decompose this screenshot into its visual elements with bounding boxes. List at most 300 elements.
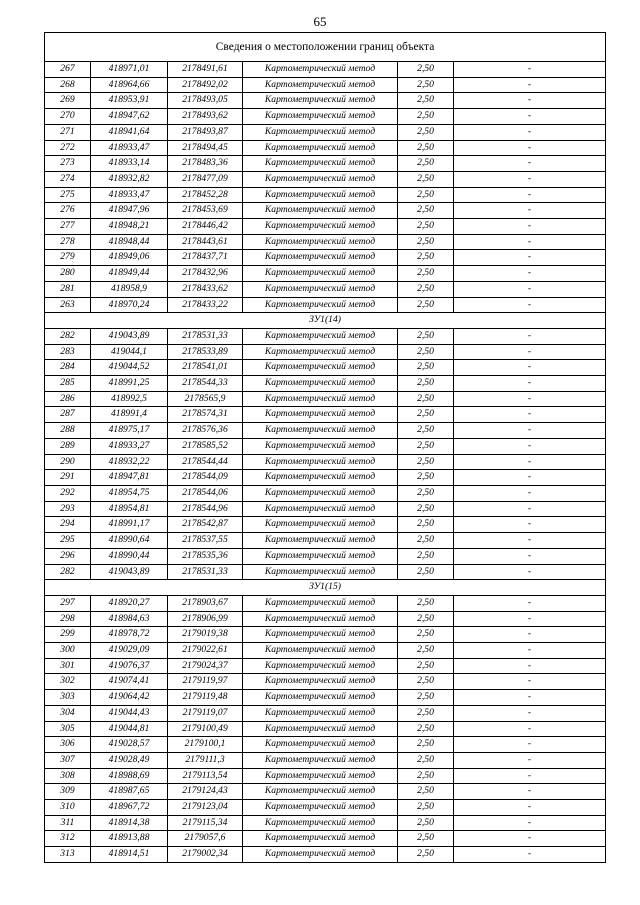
method-cell: Картометрический метод — [243, 266, 398, 282]
y-coordinate-cell: 2178443,61 — [168, 234, 243, 250]
description-cell: - — [454, 266, 606, 282]
table-row — [45, 281, 606, 297]
table-row — [45, 407, 606, 423]
method-cell: Картометрический метод — [243, 156, 398, 172]
x-coordinate-cell: 418975,17 — [91, 423, 168, 439]
accuracy-cell: 2,50 — [398, 768, 454, 784]
x-coordinate-cell: 418971,01 — [91, 62, 168, 78]
description-cell: - — [454, 234, 606, 250]
x-coordinate-cell: 419064,42 — [91, 690, 168, 706]
accuracy-cell: 2,50 — [398, 690, 454, 706]
y-coordinate-cell: 2178433,22 — [168, 297, 243, 313]
description-cell: - — [454, 407, 606, 423]
section-header-row — [45, 580, 606, 596]
method-cell: Картометрический метод — [243, 344, 398, 360]
point-number-cell: 309 — [45, 784, 91, 800]
method-cell: Картометрический метод — [243, 627, 398, 643]
point-number-cell: 270 — [45, 109, 91, 125]
table-row — [45, 140, 606, 156]
table-row — [45, 737, 606, 753]
point-number-cell: 307 — [45, 752, 91, 768]
table-title-row — [45, 33, 606, 62]
description-cell: - — [454, 454, 606, 470]
y-coordinate-cell: 2178535,36 — [168, 548, 243, 564]
x-coordinate-cell: 418964,66 — [91, 77, 168, 93]
method-cell: Картометрический метод — [243, 124, 398, 140]
table-row — [45, 501, 606, 517]
y-coordinate-cell: 2179100,49 — [168, 721, 243, 737]
table-row — [45, 815, 606, 831]
y-coordinate-cell: 2178432,96 — [168, 266, 243, 282]
accuracy-cell: 2,50 — [398, 705, 454, 721]
x-coordinate-cell: 418914,51 — [91, 847, 168, 863]
x-coordinate-cell: 419043,89 — [91, 564, 168, 580]
table-row — [45, 109, 606, 125]
point-number-cell: 295 — [45, 533, 91, 549]
x-coordinate-cell: 418947,96 — [91, 203, 168, 219]
y-coordinate-cell: 2179119,07 — [168, 705, 243, 721]
accuracy-cell: 2,50 — [398, 234, 454, 250]
x-coordinate-cell: 418941,64 — [91, 124, 168, 140]
table-row — [45, 187, 606, 203]
method-cell: Картометрический метод — [243, 737, 398, 753]
point-number-cell: 299 — [45, 627, 91, 643]
method-cell: Картометрический метод — [243, 564, 398, 580]
table-row — [45, 674, 606, 690]
table-row — [45, 658, 606, 674]
description-cell: - — [454, 611, 606, 627]
x-coordinate-cell: 418987,65 — [91, 784, 168, 800]
accuracy-cell: 2,50 — [398, 752, 454, 768]
point-number-cell: 269 — [45, 93, 91, 109]
method-cell: Картометрический метод — [243, 109, 398, 125]
x-coordinate-cell: 419044,52 — [91, 360, 168, 376]
accuracy-cell: 2,50 — [398, 595, 454, 611]
description-cell: - — [454, 438, 606, 454]
x-coordinate-cell: 418949,44 — [91, 266, 168, 282]
accuracy-cell: 2,50 — [398, 328, 454, 344]
point-number-cell: 296 — [45, 548, 91, 564]
table-row — [45, 156, 606, 172]
description-cell: - — [454, 281, 606, 297]
point-number-cell: 303 — [45, 690, 91, 706]
y-coordinate-cell: 2179123,04 — [168, 800, 243, 816]
accuracy-cell: 2,50 — [398, 611, 454, 627]
method-cell: Картометрический метод — [243, 485, 398, 501]
point-number-cell: 287 — [45, 407, 91, 423]
point-number-cell: 302 — [45, 674, 91, 690]
point-number-cell: 278 — [45, 234, 91, 250]
accuracy-cell: 2,50 — [398, 784, 454, 800]
y-coordinate-cell: 2178437,71 — [168, 250, 243, 266]
description-cell: - — [454, 470, 606, 486]
point-number-cell: 293 — [45, 501, 91, 517]
table-row — [45, 328, 606, 344]
y-coordinate-cell: 2179119,97 — [168, 674, 243, 690]
y-coordinate-cell: 2179111,3 — [168, 752, 243, 768]
table-row — [45, 533, 606, 549]
accuracy-cell: 2,50 — [398, 376, 454, 392]
point-number-cell: 290 — [45, 454, 91, 470]
method-cell: Картометрический метод — [243, 784, 398, 800]
method-cell: Картометрический метод — [243, 800, 398, 816]
method-cell: Картометрический метод — [243, 643, 398, 659]
method-cell: Картометрический метод — [243, 674, 398, 690]
description-cell: - — [454, 533, 606, 549]
method-cell: Картометрический метод — [243, 391, 398, 407]
accuracy-cell: 2,50 — [398, 454, 454, 470]
x-coordinate-cell: 419044,43 — [91, 705, 168, 721]
table-row — [45, 266, 606, 282]
table-row — [45, 454, 606, 470]
y-coordinate-cell: 2178452,28 — [168, 187, 243, 203]
x-coordinate-cell: 418954,75 — [91, 485, 168, 501]
description-cell: - — [454, 501, 606, 517]
point-number-cell: 311 — [45, 815, 91, 831]
method-cell: Картометрический метод — [243, 470, 398, 486]
method-cell: Картометрический метод — [243, 219, 398, 235]
y-coordinate-cell: 2178542,87 — [168, 517, 243, 533]
point-number-cell: 267 — [45, 62, 91, 78]
x-coordinate-cell: 418970,24 — [91, 297, 168, 313]
point-number-cell: 305 — [45, 721, 91, 737]
method-cell: Картометрический метод — [243, 360, 398, 376]
method-cell: Картометрический метод — [243, 203, 398, 219]
method-cell: Картометрический метод — [243, 548, 398, 564]
description-cell: - — [454, 674, 606, 690]
point-number-cell: 291 — [45, 470, 91, 486]
method-cell: Картометрический метод — [243, 376, 398, 392]
point-number-cell: 292 — [45, 485, 91, 501]
y-coordinate-cell: 2178492,02 — [168, 77, 243, 93]
accuracy-cell: 2,50 — [398, 643, 454, 659]
accuracy-cell: 2,50 — [398, 737, 454, 753]
x-coordinate-cell: 418947,62 — [91, 109, 168, 125]
method-cell: Картометрический метод — [243, 423, 398, 439]
description-cell: - — [454, 77, 606, 93]
method-cell: Картометрический метод — [243, 234, 398, 250]
accuracy-cell: 2,50 — [398, 203, 454, 219]
y-coordinate-cell: 2178477,09 — [168, 171, 243, 187]
y-coordinate-cell: 2179119,48 — [168, 690, 243, 706]
table-row — [45, 344, 606, 360]
x-coordinate-cell: 419044,81 — [91, 721, 168, 737]
x-coordinate-cell: 418933,14 — [91, 156, 168, 172]
accuracy-cell: 2,50 — [398, 344, 454, 360]
y-coordinate-cell: 2178433,62 — [168, 281, 243, 297]
y-coordinate-cell: 2178491,61 — [168, 62, 243, 78]
x-coordinate-cell: 418988,69 — [91, 768, 168, 784]
point-number-cell: 279 — [45, 250, 91, 266]
description-cell: - — [454, 815, 606, 831]
table-row — [45, 297, 606, 313]
method-cell: Картометрический метод — [243, 611, 398, 627]
y-coordinate-cell: 2179113,54 — [168, 768, 243, 784]
method-cell: Картометрический метод — [243, 250, 398, 266]
y-coordinate-cell: 2179024,37 — [168, 658, 243, 674]
method-cell: Картометрический метод — [243, 297, 398, 313]
x-coordinate-cell: 418948,21 — [91, 219, 168, 235]
accuracy-cell: 2,50 — [398, 187, 454, 203]
method-cell: Картометрический метод — [243, 281, 398, 297]
table-row — [45, 768, 606, 784]
x-coordinate-cell: 418913,88 — [91, 831, 168, 847]
point-number-cell: 304 — [45, 705, 91, 721]
x-coordinate-cell: 418954,81 — [91, 501, 168, 517]
description-cell: - — [454, 737, 606, 753]
description-cell: - — [454, 658, 606, 674]
point-number-cell: 275 — [45, 187, 91, 203]
description-cell: - — [454, 219, 606, 235]
accuracy-cell: 2,50 — [398, 658, 454, 674]
x-coordinate-cell: 418932,82 — [91, 171, 168, 187]
accuracy-cell: 2,50 — [398, 438, 454, 454]
description-cell: - — [454, 360, 606, 376]
x-coordinate-cell: 418914,38 — [91, 815, 168, 831]
accuracy-cell: 2,50 — [398, 831, 454, 847]
method-cell: Картометрический метод — [243, 77, 398, 93]
accuracy-cell: 2,50 — [398, 800, 454, 816]
x-coordinate-cell: 418920,27 — [91, 595, 168, 611]
y-coordinate-cell: 2178453,69 — [168, 203, 243, 219]
point-number-cell: 276 — [45, 203, 91, 219]
x-coordinate-cell: 418992,5 — [91, 391, 168, 407]
y-coordinate-cell: 2178544,09 — [168, 470, 243, 486]
y-coordinate-cell: 2179100,1 — [168, 737, 243, 753]
boundary-coordinates-table — [44, 32, 606, 863]
description-cell: - — [454, 800, 606, 816]
x-coordinate-cell: 418991,4 — [91, 407, 168, 423]
y-coordinate-cell: 2178531,33 — [168, 564, 243, 580]
x-coordinate-cell: 418967,72 — [91, 800, 168, 816]
point-number-cell: 274 — [45, 171, 91, 187]
accuracy-cell: 2,50 — [398, 470, 454, 486]
point-number-cell: 263 — [45, 297, 91, 313]
point-number-cell: 277 — [45, 219, 91, 235]
point-number-cell: 286 — [45, 391, 91, 407]
x-coordinate-cell: 418947,81 — [91, 470, 168, 486]
description-cell: - — [454, 203, 606, 219]
point-number-cell: 312 — [45, 831, 91, 847]
method-cell: Картометрический метод — [243, 705, 398, 721]
accuracy-cell: 2,50 — [398, 517, 454, 533]
section-header-row — [45, 313, 606, 329]
table-row — [45, 752, 606, 768]
method-cell: Картометрический метод — [243, 533, 398, 549]
method-cell: Картометрический метод — [243, 140, 398, 156]
y-coordinate-cell: 2178493,87 — [168, 124, 243, 140]
method-cell: Картометрический метод — [243, 407, 398, 423]
table-row — [45, 643, 606, 659]
description-cell: - — [454, 784, 606, 800]
description-cell: - — [454, 297, 606, 313]
y-coordinate-cell: 2178544,33 — [168, 376, 243, 392]
method-cell: Картометрический метод — [243, 847, 398, 863]
accuracy-cell: 2,50 — [398, 847, 454, 863]
table-row — [45, 438, 606, 454]
table-row — [45, 627, 606, 643]
description-cell: - — [454, 376, 606, 392]
table-title: Сведения о местоположении границ объекта — [45, 33, 606, 62]
table-row — [45, 721, 606, 737]
accuracy-cell: 2,50 — [398, 281, 454, 297]
description-cell: - — [454, 831, 606, 847]
x-coordinate-cell: 419074,41 — [91, 674, 168, 690]
accuracy-cell: 2,50 — [398, 62, 454, 78]
description-cell: - — [454, 548, 606, 564]
accuracy-cell: 2,50 — [398, 391, 454, 407]
y-coordinate-cell: 2179057,6 — [168, 831, 243, 847]
x-coordinate-cell: 419028,57 — [91, 737, 168, 753]
point-number-cell: 282 — [45, 564, 91, 580]
accuracy-cell: 2,50 — [398, 815, 454, 831]
description-cell: - — [454, 643, 606, 659]
table-row — [45, 423, 606, 439]
y-coordinate-cell: 2178576,36 — [168, 423, 243, 439]
x-coordinate-cell: 418990,64 — [91, 533, 168, 549]
section-label: ЗУ1(15) — [45, 580, 606, 596]
point-number-cell: 301 — [45, 658, 91, 674]
x-coordinate-cell: 418948,44 — [91, 234, 168, 250]
description-cell: - — [454, 250, 606, 266]
description-cell: - — [454, 344, 606, 360]
table-row — [45, 219, 606, 235]
description-cell: - — [454, 93, 606, 109]
x-coordinate-cell: 418953,91 — [91, 93, 168, 109]
point-number-cell: 273 — [45, 156, 91, 172]
y-coordinate-cell: 2178544,44 — [168, 454, 243, 470]
point-number-cell: 285 — [45, 376, 91, 392]
point-number-cell: 289 — [45, 438, 91, 454]
description-cell: - — [454, 62, 606, 78]
table-row — [45, 485, 606, 501]
table-row — [45, 595, 606, 611]
y-coordinate-cell: 2179124,43 — [168, 784, 243, 800]
y-coordinate-cell: 2179022,61 — [168, 643, 243, 659]
table-row — [45, 376, 606, 392]
table-row — [45, 171, 606, 187]
method-cell: Картометрический метод — [243, 595, 398, 611]
table-row — [45, 847, 606, 863]
table-row — [45, 548, 606, 564]
point-number-cell: 308 — [45, 768, 91, 784]
y-coordinate-cell: 2178544,06 — [168, 485, 243, 501]
x-coordinate-cell: 419029,09 — [91, 643, 168, 659]
accuracy-cell: 2,50 — [398, 93, 454, 109]
y-coordinate-cell: 2178533,89 — [168, 344, 243, 360]
section-label: ЗУ1(14) — [45, 313, 606, 329]
description-cell: - — [454, 847, 606, 863]
accuracy-cell: 2,50 — [398, 721, 454, 737]
x-coordinate-cell: 419043,89 — [91, 328, 168, 344]
y-coordinate-cell: 2178493,62 — [168, 109, 243, 125]
point-number-cell: 284 — [45, 360, 91, 376]
point-number-cell: 310 — [45, 800, 91, 816]
x-coordinate-cell: 418978,72 — [91, 627, 168, 643]
method-cell: Картометрический метод — [243, 768, 398, 784]
accuracy-cell: 2,50 — [398, 77, 454, 93]
description-cell: - — [454, 595, 606, 611]
method-cell: Картометрический метод — [243, 690, 398, 706]
point-number-cell: 288 — [45, 423, 91, 439]
description-cell: - — [454, 721, 606, 737]
description-cell: - — [454, 705, 606, 721]
accuracy-cell: 2,50 — [398, 360, 454, 376]
point-number-cell: 271 — [45, 124, 91, 140]
table-row — [45, 470, 606, 486]
x-coordinate-cell: 418949,06 — [91, 250, 168, 266]
description-cell: - — [454, 391, 606, 407]
table-row — [45, 62, 606, 78]
point-number-cell: 298 — [45, 611, 91, 627]
point-number-cell: 272 — [45, 140, 91, 156]
method-cell: Картометрический метод — [243, 93, 398, 109]
point-number-cell: 282 — [45, 328, 91, 344]
description-cell: - — [454, 768, 606, 784]
table-row — [45, 77, 606, 93]
y-coordinate-cell: 2178565,9 — [168, 391, 243, 407]
point-number-cell: 300 — [45, 643, 91, 659]
y-coordinate-cell: 2179002,34 — [168, 847, 243, 863]
y-coordinate-cell: 2178531,33 — [168, 328, 243, 344]
x-coordinate-cell: 418933,47 — [91, 187, 168, 203]
description-cell: - — [454, 156, 606, 172]
accuracy-cell: 2,50 — [398, 407, 454, 423]
accuracy-cell: 2,50 — [398, 171, 454, 187]
y-coordinate-cell: 2178446,42 — [168, 219, 243, 235]
point-number-cell: 306 — [45, 737, 91, 753]
y-coordinate-cell: 2178906,99 — [168, 611, 243, 627]
x-coordinate-cell: 418958,9 — [91, 281, 168, 297]
table-row — [45, 203, 606, 219]
y-coordinate-cell: 2178541,01 — [168, 360, 243, 376]
y-coordinate-cell: 2178494,45 — [168, 140, 243, 156]
table-body — [45, 33, 606, 863]
accuracy-cell: 2,50 — [398, 124, 454, 140]
point-number-cell: 281 — [45, 281, 91, 297]
description-cell: - — [454, 187, 606, 203]
accuracy-cell: 2,50 — [398, 627, 454, 643]
method-cell: Картометрический метод — [243, 815, 398, 831]
x-coordinate-cell: 418933,47 — [91, 140, 168, 156]
description-cell: - — [454, 627, 606, 643]
accuracy-cell: 2,50 — [398, 156, 454, 172]
x-coordinate-cell: 418991,25 — [91, 376, 168, 392]
method-cell: Картометрический метод — [243, 171, 398, 187]
description-cell: - — [454, 423, 606, 439]
y-coordinate-cell: 2178493,05 — [168, 93, 243, 109]
x-coordinate-cell: 418984,63 — [91, 611, 168, 627]
method-cell: Картометрический метод — [243, 721, 398, 737]
method-cell: Картометрический метод — [243, 831, 398, 847]
table-row — [45, 831, 606, 847]
point-number-cell: 283 — [45, 344, 91, 360]
accuracy-cell: 2,50 — [398, 501, 454, 517]
x-coordinate-cell: 419028,49 — [91, 752, 168, 768]
accuracy-cell: 2,50 — [398, 219, 454, 235]
method-cell: Картометрический метод — [243, 501, 398, 517]
description-cell: - — [454, 690, 606, 706]
table-row — [45, 564, 606, 580]
x-coordinate-cell: 418990,44 — [91, 548, 168, 564]
table-row — [45, 705, 606, 721]
point-number-cell: 280 — [45, 266, 91, 282]
table-row — [45, 93, 606, 109]
table-row — [45, 611, 606, 627]
table-row — [45, 800, 606, 816]
y-coordinate-cell: 2178483,36 — [168, 156, 243, 172]
method-cell: Картометрический метод — [243, 658, 398, 674]
